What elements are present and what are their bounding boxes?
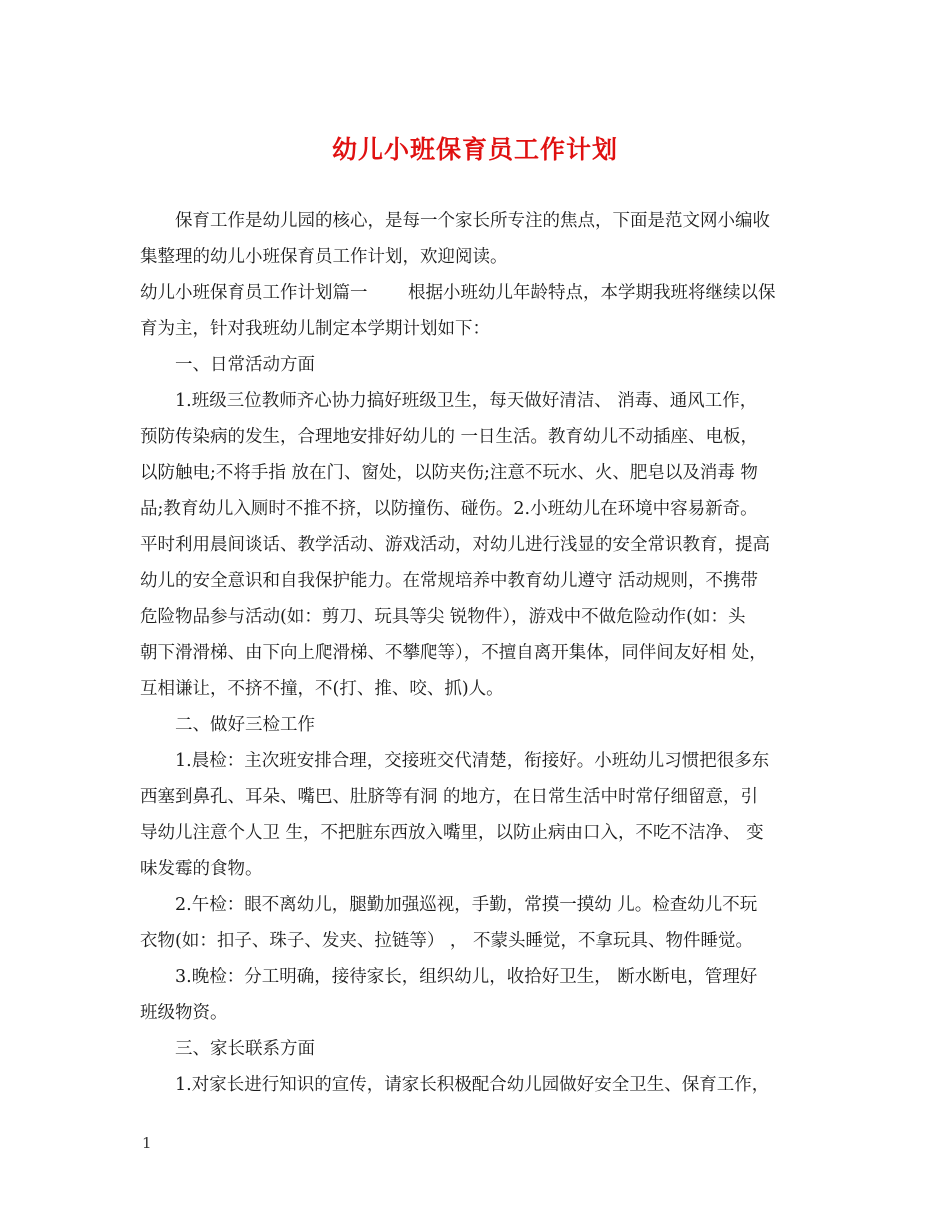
document-body <box>140 203 830 1103</box>
text-line: 危险物品参与活动(如：剪刀、玩具等尖 锐物件），游戏中不做危险动作(如：头 <box>140 607 746 627</box>
section-heading: 一、日常活动方面 <box>140 355 315 375</box>
text-line: 平时利用晨间谈话、教学活动、游戏活动，对幼儿进行浅显的安全常识教育，提高 <box>140 535 770 555</box>
text-line: 品;教育幼儿入厕时不推不挤，以防撞伤、碰伤。2.小班幼儿在环境中容易新奇。 <box>140 499 758 519</box>
text-line: 预防传染病的发生，合理地安排好幼儿的 一日生活。教育幼儿不动插座、电板， <box>140 427 759 447</box>
text-line: 以防触电;不将手指 放在门、窗处，以防夹伤;注意不玩水、火、肥皂以及消毒 物 <box>140 463 758 483</box>
text-line: 1.班级三位教师齐心协力搞好班级卫生，每天做好清洁、 消毒、通风工作， <box>140 391 758 411</box>
text-line: 1.晨检：主次班安排合理，交接班交代清楚，衔接好。小班幼儿习惯把很多东 <box>140 751 770 771</box>
text-line: 3.晚检：分工明确，接待家长，组织幼儿，收拾好卫生， 断水断电，管理好 <box>140 967 758 987</box>
text-line: 幼儿小班保育员工作计划篇一 根据小班幼儿年龄特点，本学期我班将继续以保 <box>140 283 776 303</box>
section-heading: 三、家长联系方面 <box>140 1039 315 1059</box>
text-line: 集整理的幼儿小班保育员工作计划，欢迎阅读。 <box>140 247 508 267</box>
text-line: 班级物资。 <box>140 1003 228 1023</box>
text-line: 导幼儿注意个人卫 生，不把脏东西放入嘴里，以防止病由口入，不吃不洁净、 变 <box>140 823 764 843</box>
text-line: 朝下滑滑梯、由下向上爬滑梯、不攀爬等），不擅自离开集体，同伴间友好相 处， <box>140 643 767 663</box>
text-line: 育为主，针对我班幼儿制定本学期计划如下： <box>140 319 490 339</box>
section-heading: 二、做好三检工作 <box>140 715 315 735</box>
text-line: 衣物(如：扣子、珠子、发夹、拉链等） ， 不蒙头睡觉，不拿玩具、物件睡觉。 <box>140 931 753 951</box>
document-title: 幼儿小班保育员工作计划 <box>331 135 618 164</box>
text-line: 2.午检：眼不离幼儿，腿勤加强巡视，手勤，常摸一摸幼 儿。检查幼儿不玩 <box>140 895 758 915</box>
text-line: 味发霉的食物。 <box>140 859 263 879</box>
text-line: 保育工作是幼儿园的核心，是每一个家长所专注的焦点，下面是范文网小编收 <box>140 211 770 231</box>
page-number: 1 <box>142 1134 152 1152</box>
text-line: 互相谦让，不挤不撞，不(打、推、咬、抓)人。 <box>140 679 504 699</box>
text-line: 1.对家长进行知识的宣传，请家长积极配合幼儿园做好安全卫生、保育工作， <box>140 1075 770 1095</box>
text-line: 西塞到鼻孔、耳朵、嘴巴、肚脐等有洞 的地方，在日常生活中时常仔细留意，引 <box>140 787 759 807</box>
text-line: 幼儿的安全意识和自我保护能力。在常规培养中教育幼儿遵守 活动规则，不携带 <box>140 571 759 591</box>
